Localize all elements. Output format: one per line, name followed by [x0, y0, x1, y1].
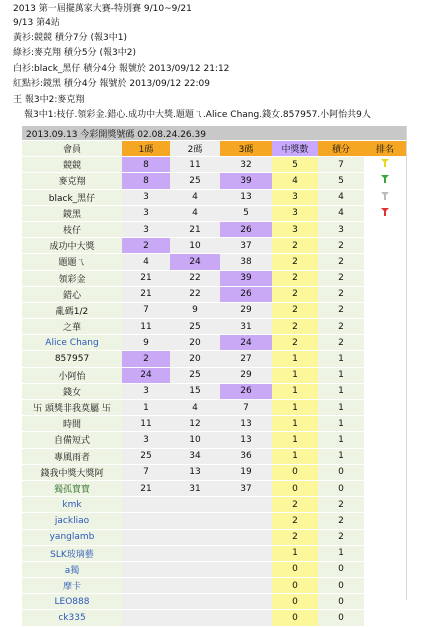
member-name: jackliao [22, 513, 122, 529]
member-name: Alice Chang [22, 335, 122, 351]
number-1: 3 [122, 432, 170, 448]
table-right-border [406, 126, 407, 600]
number-3: 29 [220, 367, 272, 383]
number-1 [122, 497, 170, 513]
hit-count: 0 [272, 578, 318, 594]
rank-cell [364, 157, 406, 173]
table-row [22, 480, 406, 496]
number-3: 24 [220, 335, 272, 351]
number-3: 5 [220, 205, 272, 221]
number-3: 31 [220, 319, 272, 335]
rank-cell [364, 189, 406, 205]
number-1: 8 [122, 173, 170, 189]
hit-count: 2 [272, 286, 318, 302]
number-3 [220, 578, 272, 594]
number-1: 24 [122, 367, 170, 383]
results-table [22, 126, 406, 627]
hit-count: 3 [272, 189, 318, 205]
table-row [22, 578, 406, 594]
member-name: SLK玻璃藝 [22, 545, 122, 561]
rank-cell [364, 610, 406, 626]
rank-cell [364, 173, 406, 189]
member-name: 摩卡 [22, 578, 122, 594]
table-row [22, 383, 406, 399]
number-2 [170, 529, 220, 545]
number-1 [122, 610, 170, 626]
number-1: 21 [122, 286, 170, 302]
col-header-2: 2碼 [170, 141, 220, 157]
number-2 [170, 497, 220, 513]
number-3: 39 [220, 270, 272, 286]
hit-count: 1 [272, 400, 318, 416]
table-row [22, 497, 406, 513]
number-3: 39 [220, 173, 272, 189]
rank-cell [364, 270, 406, 286]
col-header-3: 3碼 [220, 141, 272, 157]
rank-cell [364, 351, 406, 367]
points: 2 [318, 319, 364, 335]
rank-cell [364, 464, 406, 480]
rank-cell [364, 594, 406, 610]
points: 1 [318, 367, 364, 383]
table-row [22, 448, 406, 464]
member-name: kmk [22, 497, 122, 513]
table-row [22, 464, 406, 480]
rank-cell [364, 529, 406, 545]
hit-count: 2 [272, 270, 318, 286]
number-1: 4 [122, 254, 170, 270]
number-1: 25 [122, 448, 170, 464]
number-1: 3 [122, 221, 170, 237]
number-1: 21 [122, 480, 170, 496]
number-3 [220, 610, 272, 626]
hit-count: 3 [272, 221, 318, 237]
points: 4 [318, 189, 364, 205]
number-1: 11 [122, 416, 170, 432]
points: 1 [318, 416, 364, 432]
member-name: 鏡黑 [22, 205, 122, 221]
number-2: 25 [170, 173, 220, 189]
number-1: 2 [122, 238, 170, 254]
table-row [22, 367, 406, 383]
hit-count: 4 [272, 173, 318, 189]
number-2: 4 [170, 400, 220, 416]
number-1: 8 [122, 157, 170, 173]
green-jersey: 綠衫:麥克翔 積分5分 (報3中2) [13, 48, 136, 58]
member-name: 卐 頭獎非我莫屬 卐 [22, 400, 122, 416]
table-row [22, 610, 406, 626]
number-2: 21 [170, 221, 220, 237]
number-3 [220, 513, 272, 529]
number-3: 37 [220, 480, 272, 496]
trophy-icon [381, 175, 389, 183]
hit-count: 1 [272, 383, 318, 399]
col-header-1: 1碼 [122, 141, 170, 157]
points: 0 [318, 561, 364, 577]
member-name: a獨 [22, 561, 122, 577]
number-1 [122, 578, 170, 594]
points: 1 [318, 545, 364, 561]
number-1: 9 [122, 335, 170, 351]
number-3: 13 [220, 189, 272, 205]
hit-count: 0 [272, 480, 318, 496]
table-row [22, 302, 406, 318]
number-2: 13 [170, 464, 220, 480]
number-3: 13 [220, 432, 272, 448]
hit-count: 2 [272, 529, 318, 545]
draw-numbers-title: 2013.09.13 今彩開獎號碼 02.08.24.26.39 [22, 126, 406, 141]
table-row [22, 594, 406, 610]
king-line: 王 報3中2:麥克翔 [13, 95, 85, 105]
number-1: 2 [122, 351, 170, 367]
number-1 [122, 561, 170, 577]
hit-count: 1 [272, 367, 318, 383]
member-name: 題題ㄟ [22, 254, 122, 270]
hit-count: 2 [272, 319, 318, 335]
trophy-icon [381, 192, 389, 200]
points: 4 [318, 205, 364, 221]
number-1: 3 [122, 383, 170, 399]
trophy-icon [381, 159, 389, 167]
table-row [22, 561, 406, 577]
hit-count: 1 [272, 416, 318, 432]
member-name: 枝仔 [22, 221, 122, 237]
rank-cell [364, 513, 406, 529]
points: 5 [318, 173, 364, 189]
number-3: 13 [220, 416, 272, 432]
hit-count: 1 [272, 351, 318, 367]
number-1: 11 [122, 319, 170, 335]
hit-count: 3 [272, 205, 318, 221]
table-row [22, 432, 406, 448]
page-title: 2013 第一屆擺萬家大賽-特別賽 9/10~9/21 [13, 4, 192, 14]
number-1: 1 [122, 400, 170, 416]
hit-count: 1 [272, 545, 318, 561]
rank-cell [364, 319, 406, 335]
number-2 [170, 545, 220, 561]
table-row [22, 173, 406, 189]
number-2: 22 [170, 270, 220, 286]
number-1 [122, 513, 170, 529]
member-name: 錢我中獎大獎阿 [22, 464, 122, 480]
number-2: 10 [170, 432, 220, 448]
rank-cell [364, 335, 406, 351]
table-row [22, 513, 406, 529]
number-2 [170, 513, 220, 529]
member-name: 獨孤寶寶 [22, 480, 122, 496]
points: 0 [318, 610, 364, 626]
member-name: yanglamb [22, 529, 122, 545]
hit-count: 0 [272, 594, 318, 610]
table-row [22, 238, 406, 254]
rank-cell [364, 286, 406, 302]
hit-count: 1 [272, 432, 318, 448]
number-3: 37 [220, 238, 272, 254]
member-name: 時間 [22, 416, 122, 432]
number-2 [170, 610, 220, 626]
col-header-member: 會員 [22, 141, 122, 157]
table-header-row [22, 141, 406, 157]
number-2: 10 [170, 238, 220, 254]
number-2: 34 [170, 448, 220, 464]
hit-count: 0 [272, 561, 318, 577]
winners-line: 報3中1:枝仔.領彩金.錯心.成功中大獎.題題ㄟ.Alice Chang.錢女.857957.小阿怡共9人 [24, 110, 371, 120]
points: 2 [318, 513, 364, 529]
number-3: 26 [220, 286, 272, 302]
table-title-bar [22, 126, 406, 141]
number-2: 15 [170, 383, 220, 399]
col-header-hits: 中獎數 [272, 141, 318, 157]
number-2 [170, 594, 220, 610]
table-row [22, 254, 406, 270]
table-row [22, 351, 406, 367]
points: 2 [318, 286, 364, 302]
number-2: 20 [170, 335, 220, 351]
number-3 [220, 529, 272, 545]
points: 1 [318, 351, 364, 367]
number-1: 7 [122, 302, 170, 318]
points: 0 [318, 464, 364, 480]
hit-count: 2 [272, 335, 318, 351]
col-header-points: 積分 [318, 141, 364, 157]
points: 1 [318, 400, 364, 416]
table-row [22, 529, 406, 545]
number-3: 26 [220, 383, 272, 399]
number-3: 26 [220, 221, 272, 237]
number-1 [122, 545, 170, 561]
hit-count: 2 [272, 497, 318, 513]
number-2: 4 [170, 205, 220, 221]
member-name: 錢女 [22, 383, 122, 399]
number-1 [122, 529, 170, 545]
rank-cell [364, 578, 406, 594]
rank-cell [364, 480, 406, 496]
rank-cell [364, 238, 406, 254]
hit-count: 2 [272, 238, 318, 254]
trophy-icon [381, 208, 389, 216]
member-name: LEO888 [22, 594, 122, 610]
number-3 [220, 594, 272, 610]
hit-count: 0 [272, 610, 318, 626]
points: 1 [318, 383, 364, 399]
table-row [22, 400, 406, 416]
number-2: 25 [170, 367, 220, 383]
hit-count: 2 [272, 302, 318, 318]
number-3: 32 [220, 157, 272, 173]
table-row [22, 335, 406, 351]
member-name: black_黑仔 [22, 189, 122, 205]
points: 2 [318, 335, 364, 351]
table-row [22, 221, 406, 237]
points: 0 [318, 578, 364, 594]
rank-cell [364, 205, 406, 221]
rank-cell [364, 432, 406, 448]
member-name: 錯心 [22, 286, 122, 302]
points: 2 [318, 270, 364, 286]
number-3 [220, 561, 272, 577]
number-2: 24 [170, 254, 220, 270]
hit-count: 2 [272, 513, 318, 529]
hit-count: 0 [272, 464, 318, 480]
number-3: 19 [220, 464, 272, 480]
points: 2 [318, 497, 364, 513]
number-2: 22 [170, 286, 220, 302]
number-1 [122, 594, 170, 610]
number-2: 11 [170, 157, 220, 173]
number-1: 3 [122, 205, 170, 221]
member-name: 857957 [22, 351, 122, 367]
hit-count: 2 [272, 254, 318, 270]
table-row [22, 189, 406, 205]
table-row [22, 157, 406, 173]
member-name: 亂碼1/2 [22, 302, 122, 318]
member-name: 麥克翔 [22, 173, 122, 189]
round-label: 9/13 第4站 [13, 18, 60, 28]
member-name: ck335 [22, 610, 122, 626]
table-row [22, 205, 406, 221]
rank-cell [364, 497, 406, 513]
rank-cell [364, 383, 406, 399]
number-3: 38 [220, 254, 272, 270]
number-3 [220, 545, 272, 561]
rank-cell [364, 561, 406, 577]
points: 3 [318, 221, 364, 237]
number-2: 9 [170, 302, 220, 318]
number-2: 31 [170, 480, 220, 496]
number-3: 27 [220, 351, 272, 367]
table-row [22, 270, 406, 286]
table-row [22, 319, 406, 335]
number-1: 3 [122, 189, 170, 205]
points: 2 [318, 238, 364, 254]
member-name: 成功中大獎 [22, 238, 122, 254]
rank-cell [364, 221, 406, 237]
points: 2 [318, 529, 364, 545]
member-name: 領彩金 [22, 270, 122, 286]
number-2 [170, 561, 220, 577]
member-name: 之華 [22, 319, 122, 335]
number-3: 29 [220, 302, 272, 318]
yellow-jersey: 黃衫:競競 積分7分 (報3中1) [13, 33, 127, 43]
table-row [22, 545, 406, 561]
table-row [22, 286, 406, 302]
member-name: 自備短式 [22, 432, 122, 448]
points: 2 [318, 302, 364, 318]
member-name: 專風雨者 [22, 448, 122, 464]
number-1: 7 [122, 464, 170, 480]
rank-cell [364, 254, 406, 270]
points: 1 [318, 448, 364, 464]
number-2 [170, 578, 220, 594]
number-1: 21 [122, 270, 170, 286]
col-header-rank: 排名 [364, 141, 406, 157]
number-2: 25 [170, 319, 220, 335]
member-name: 小阿怡 [22, 367, 122, 383]
points: 7 [318, 157, 364, 173]
rank-cell [364, 416, 406, 432]
rank-cell [364, 400, 406, 416]
number-2: 4 [170, 189, 220, 205]
rank-cell [364, 302, 406, 318]
points: 0 [318, 480, 364, 496]
red-dot-jersey: 紅點衫:鏡黑 積分4分 報號於 2013/09/12 22:09 [13, 79, 211, 89]
rank-cell [364, 367, 406, 383]
points: 1 [318, 432, 364, 448]
points: 0 [318, 594, 364, 610]
table-row [22, 416, 406, 432]
number-2: 20 [170, 351, 220, 367]
rank-cell [364, 545, 406, 561]
member-name: 競競 [22, 157, 122, 173]
white-jersey: 白衫:black_黑仔 積分4分 報號於 2013/09/12 21:12 [13, 64, 230, 74]
number-2: 12 [170, 416, 220, 432]
hit-count: 1 [272, 448, 318, 464]
number-3: 36 [220, 448, 272, 464]
number-3 [220, 497, 272, 513]
number-3: 7 [220, 400, 272, 416]
hit-count: 5 [272, 157, 318, 173]
points: 2 [318, 254, 364, 270]
rank-cell [364, 448, 406, 464]
